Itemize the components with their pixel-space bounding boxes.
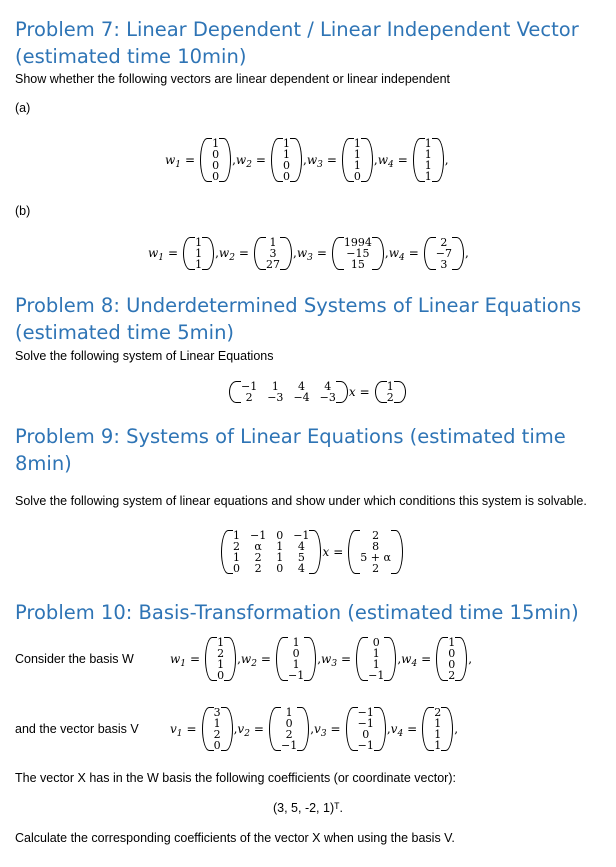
- matrix-entry: −3: [267, 391, 284, 404]
- variable-name: $v_4$: [390, 722, 404, 739]
- subscript: 2: [246, 160, 252, 170]
- matrix-entry: 1994: [343, 235, 372, 249]
- right-paren: [290, 138, 302, 182]
- part-b-label: (b): [15, 204, 31, 218]
- matrix-entry: 1: [292, 636, 300, 649]
- variable-name: $v_1$: [170, 722, 183, 739]
- variable-name: $w_3$: [296, 246, 313, 263]
- equation-8: [228, 373, 407, 411]
- matrix-entry: 0: [292, 647, 300, 660]
- comma: ,: [465, 246, 469, 260]
- matrix-entry: 2: [254, 551, 262, 564]
- matrix-entry: −1: [287, 669, 305, 682]
- problem-9-title: Problem 9: Systems of Linear Equations (estimated time 8min): [15, 425, 566, 475]
- x-variable: x: [348, 385, 356, 399]
- matrix-entry: 1: [424, 148, 432, 161]
- variable-name: $v_3$: [314, 722, 327, 739]
- matrix-entry: 0: [282, 170, 290, 183]
- problem-8-instruction: Solve the following system of Linear Equations: [15, 349, 274, 363]
- matrix-entry: 0: [448, 658, 456, 671]
- matrix-entry: 4: [297, 540, 305, 553]
- matrix-entry: 1: [195, 257, 203, 271]
- matrix-entry: −1: [250, 529, 267, 542]
- equals-sign: =: [397, 153, 408, 167]
- comma: ,: [232, 153, 236, 167]
- matrix-entry: −1: [293, 529, 310, 542]
- subscript: 3: [320, 729, 327, 739]
- right-paren: [361, 138, 373, 182]
- matrix-entry: −4: [293, 391, 310, 404]
- matrix-entry: 0: [372, 636, 380, 649]
- consider-basis-w-label: Consider the basis W: [15, 652, 134, 666]
- subscript: 4: [411, 659, 418, 669]
- coefficient-vector: (3, 5, -2, 1)ᵀ.: [272, 801, 343, 815]
- right-paren: [441, 707, 453, 751]
- matrix-entry: 0: [213, 739, 221, 752]
- matrix-column: [436, 237, 452, 270]
- matrix: [205, 637, 236, 681]
- matrix: [436, 637, 467, 681]
- matrix-columns: [366, 637, 386, 681]
- matrix-entry: −1: [280, 739, 298, 752]
- problem-7-title: Problem 7: Linear Dependent / Linear Independent Vector (estimated time 10min): [15, 18, 579, 68]
- matrix-entry: 1: [282, 137, 290, 150]
- matrix-entry: 1: [217, 658, 225, 671]
- matrix-entry: 0: [448, 647, 456, 660]
- matrix-entry: 0: [212, 159, 220, 172]
- matrix-column: [217, 637, 224, 681]
- matrix-entry: 2: [440, 235, 448, 249]
- right-paren: [280, 237, 292, 270]
- matrix: [346, 707, 386, 751]
- matrix-entry: 2: [386, 391, 394, 404]
- right-paren: [372, 237, 384, 270]
- matrix-entry: 1: [448, 636, 456, 649]
- right-paren: [336, 381, 348, 403]
- matrix: [183, 237, 214, 270]
- vector-basis-v-label: and the vector basis V: [15, 722, 139, 736]
- matrix-column: [288, 637, 304, 681]
- matrix: [348, 530, 403, 574]
- comma: ,: [373, 153, 378, 167]
- matrix-entry: 2: [217, 647, 225, 660]
- matrix: [356, 637, 396, 681]
- matrix-entry: 0: [362, 728, 370, 741]
- equation-7b: [148, 225, 469, 281]
- problem-8-title: Problem 8: Underdetermined Systems of Linear Equations (estimated time 5min): [15, 294, 582, 344]
- variable-name: $w_2$: [218, 246, 235, 263]
- matrix-column: [320, 381, 336, 403]
- coefficients-text: The vector X has in the W basis the following coefficients (or coordinate vector):: [15, 771, 456, 785]
- equation-9: [220, 518, 404, 586]
- matrix-entry: 0: [233, 562, 240, 575]
- matrix-columns: [239, 381, 338, 403]
- matrix-entry: 2: [372, 562, 380, 575]
- matrix-entry: 1: [424, 170, 432, 183]
- matrix-entry: 1: [195, 246, 203, 260]
- matrix-entry: 1: [353, 159, 361, 172]
- matrix-columns: [358, 530, 393, 574]
- part-a-label: (a): [15, 101, 31, 115]
- variable-name: $w_4$: [388, 246, 405, 263]
- subscript: 3: [317, 160, 323, 170]
- problem-7-instruction: Show whether the following vectors are linear dependent or linear independent: [15, 72, 451, 86]
- subscript: 3: [307, 253, 313, 263]
- matrix-column: [250, 530, 266, 574]
- matrix-entry: 2: [254, 562, 262, 575]
- subscript: 2: [251, 659, 257, 669]
- matrix-entry: 5 + α: [360, 551, 391, 564]
- matrix-column: [425, 138, 432, 182]
- matrix-column: [214, 707, 221, 751]
- matrix-entry: 4: [324, 380, 332, 393]
- matrix: [271, 138, 302, 182]
- matrix-column: [448, 637, 455, 681]
- matrix-entry: −1: [368, 669, 385, 682]
- matrix-entry: 1: [285, 706, 293, 719]
- matrix: [332, 237, 384, 270]
- right-paren: [384, 637, 396, 681]
- equals-sign: =: [255, 153, 266, 167]
- x-variable: x: [322, 545, 330, 559]
- right-paren: [297, 707, 309, 751]
- matrix-column: [267, 381, 283, 403]
- equals-sign: =: [421, 652, 432, 666]
- subscript: 3: [331, 659, 338, 669]
- matrix-entry: 2: [285, 728, 293, 741]
- matrix-entry: 0: [276, 562, 284, 575]
- matrix-column: [387, 381, 394, 403]
- variable-name: $w_2$: [240, 652, 257, 669]
- matrix-entry: 1: [353, 137, 361, 150]
- matrix-entry: 4: [297, 562, 305, 575]
- matrix-entry: 1: [233, 529, 240, 542]
- variable-name: $w_1$: [170, 652, 187, 669]
- equals-sign: =: [190, 652, 201, 666]
- matrix-column: [212, 138, 219, 182]
- matrix-column: [293, 381, 309, 403]
- matrix-entry: 5: [297, 551, 305, 564]
- matrix-entry: 8: [372, 540, 380, 553]
- matrix-columns: [356, 707, 376, 751]
- variable-name: $w_3$: [306, 153, 323, 170]
- matrix-entry: 0: [276, 529, 284, 542]
- comma: ,: [397, 652, 402, 666]
- calculate-text: Calculate the corresponding coefficients of the vector X when using the basis V.: [15, 831, 455, 845]
- matrix: [221, 530, 321, 574]
- matrix-column: [354, 138, 361, 182]
- matrix-entry: 1: [353, 148, 361, 161]
- right-paren: [374, 707, 386, 751]
- matrix-column: [293, 530, 309, 574]
- matrix-entry: 1: [434, 739, 442, 752]
- equals-sign: =: [260, 652, 271, 666]
- matrix-column: [281, 707, 297, 751]
- comma: ,: [386, 722, 391, 736]
- matrix-entry: 1: [213, 717, 221, 730]
- right-paren: [432, 138, 444, 182]
- matrix-columns: [279, 707, 299, 751]
- matrix-entry: 0: [285, 717, 293, 730]
- basis-v-equation: [170, 698, 458, 760]
- problem-9-instruction: Solve the following system of linear equations and show under which conditions this system is solvable.: [15, 494, 587, 508]
- matrix-entry: 3: [269, 246, 277, 260]
- matrix-entry: 1: [424, 159, 432, 172]
- subscript: 2: [244, 729, 250, 739]
- right-paren: [391, 530, 403, 574]
- subscript: 4: [399, 253, 405, 263]
- right-paren: [309, 530, 321, 574]
- matrix-columns: [342, 237, 374, 270]
- right-paren: [394, 381, 406, 403]
- matrix-entry: 1: [269, 235, 277, 249]
- matrix-entry: 1: [372, 658, 380, 671]
- problem-10-title: Problem 10: Basis-Transformation (estimated time 15min): [15, 601, 579, 624]
- matrix-entry: 1: [195, 235, 203, 249]
- matrix: [200, 138, 231, 182]
- equals-sign: =: [316, 246, 327, 260]
- equals-sign: =: [333, 545, 344, 559]
- matrix: [375, 381, 406, 403]
- matrix-column: [241, 381, 257, 403]
- variable-name: $w_3$: [321, 652, 338, 669]
- matrix-entry: 1: [276, 551, 284, 564]
- matrix-entry: 2: [245, 391, 253, 404]
- comma: ,: [237, 652, 241, 666]
- matrix-entry: −15: [346, 246, 370, 260]
- comma: ,: [233, 722, 238, 736]
- comma: ,: [317, 652, 322, 666]
- matrix-entry: 15: [350, 257, 365, 271]
- matrix-entry: 0: [282, 159, 290, 172]
- matrix-entry: 3: [213, 706, 221, 719]
- right-paren: [202, 237, 214, 270]
- equals-sign: =: [186, 722, 197, 736]
- matrix-entry: 1: [292, 658, 300, 671]
- matrix-entry: 2: [372, 529, 380, 542]
- matrix-entry: 1: [217, 636, 225, 649]
- matrix-column: [283, 138, 290, 182]
- matrix-entry: 2: [448, 669, 456, 682]
- matrix-column: [344, 237, 372, 270]
- comma: ,: [215, 246, 219, 260]
- matrix-columns: [434, 237, 454, 270]
- comma: ,: [384, 246, 389, 260]
- equation-7a: [165, 128, 449, 192]
- variable-name: $w_1$: [165, 153, 182, 170]
- subscript: 4: [388, 160, 394, 170]
- matrix-entry: −1: [357, 739, 374, 752]
- matrix: [424, 237, 464, 270]
- subscript: 1: [176, 729, 183, 739]
- matrix-entry: 1: [424, 137, 432, 150]
- matrix-entry: −1: [357, 706, 374, 719]
- matrix-entry: 2: [434, 706, 442, 719]
- subscript: 4: [397, 729, 404, 739]
- matrix-entry: 1: [276, 540, 284, 553]
- equals-sign: =: [185, 153, 196, 167]
- equals-sign: =: [238, 246, 249, 260]
- matrix-entry: −1: [357, 717, 374, 730]
- comma: ,: [302, 153, 307, 167]
- matrix-entry: 1: [434, 717, 442, 730]
- comma: ,: [468, 652, 473, 666]
- equals-sign: =: [341, 652, 352, 666]
- matrix-entry: 0: [212, 170, 220, 183]
- variable-name: $w_4$: [377, 153, 394, 170]
- matrix: [342, 138, 373, 182]
- matrix-column: [195, 237, 202, 270]
- matrix-entry: 2: [213, 728, 221, 741]
- matrix-entry: 1: [282, 148, 290, 161]
- subscript: 1: [175, 160, 182, 170]
- matrix-entry: −7: [435, 246, 453, 260]
- matrix-columns: [231, 530, 311, 574]
- matrix-columns: [286, 637, 306, 681]
- equals-sign: =: [253, 722, 264, 736]
- comma: ,: [310, 722, 315, 736]
- matrix-entry: 0: [217, 669, 225, 682]
- matrix-entry: 0: [353, 170, 361, 183]
- matrix-column: [358, 707, 374, 751]
- matrix: [413, 138, 444, 182]
- matrix: [254, 237, 292, 270]
- variable-name: $v_2$: [237, 722, 250, 739]
- equals-sign: =: [407, 722, 418, 736]
- matrix: [202, 707, 233, 751]
- matrix-entry: −3: [319, 391, 336, 404]
- matrix: [422, 707, 453, 751]
- matrix-entry: 0: [212, 148, 220, 161]
- comma: ,: [292, 246, 297, 260]
- variable-name: $w_1$: [148, 246, 165, 263]
- right-paren: [304, 637, 316, 681]
- variable-name: $w_4$: [401, 652, 418, 669]
- matrix-entry: 1: [233, 551, 240, 564]
- equals-sign: =: [359, 385, 370, 399]
- matrix-entry: 1: [271, 380, 279, 393]
- equals-sign: =: [408, 246, 419, 260]
- matrix-column: [266, 237, 280, 270]
- matrix-entry: 1: [386, 380, 394, 393]
- matrix: [269, 707, 309, 751]
- right-paren: [224, 637, 236, 681]
- subscript: 1: [158, 253, 165, 263]
- matrix-entry: 27: [265, 257, 280, 271]
- matrix: [276, 637, 316, 681]
- matrix-entry: −1: [241, 380, 258, 393]
- matrix-entry: 2: [233, 540, 240, 553]
- subscript: 1: [180, 659, 187, 669]
- matrix-entry: α: [254, 540, 262, 553]
- right-paren: [221, 707, 233, 751]
- matrix-entry: 1: [212, 137, 220, 150]
- right-paren: [452, 237, 464, 270]
- matrix-entry: 1: [434, 728, 442, 741]
- matrix-column: [233, 530, 240, 574]
- matrix-entry: 4: [298, 380, 306, 393]
- matrix-column: [368, 637, 384, 681]
- right-paren: [219, 138, 231, 182]
- equals-sign: =: [326, 153, 337, 167]
- matrix: [229, 381, 348, 403]
- matrix-entry: 3: [440, 257, 448, 271]
- subscript: 2: [229, 253, 235, 263]
- comma: ,: [444, 153, 449, 167]
- variable-name: $w_2$: [235, 153, 252, 170]
- right-paren: [455, 637, 467, 681]
- equals-sign: =: [168, 246, 179, 260]
- basis-w-equation: [170, 628, 472, 690]
- matrix-column: [360, 530, 391, 574]
- equals-sign: =: [330, 722, 341, 736]
- matrix-entry: 1: [372, 647, 380, 660]
- matrix-column: [276, 530, 283, 574]
- matrix-column: [434, 707, 441, 751]
- comma: ,: [454, 722, 459, 736]
